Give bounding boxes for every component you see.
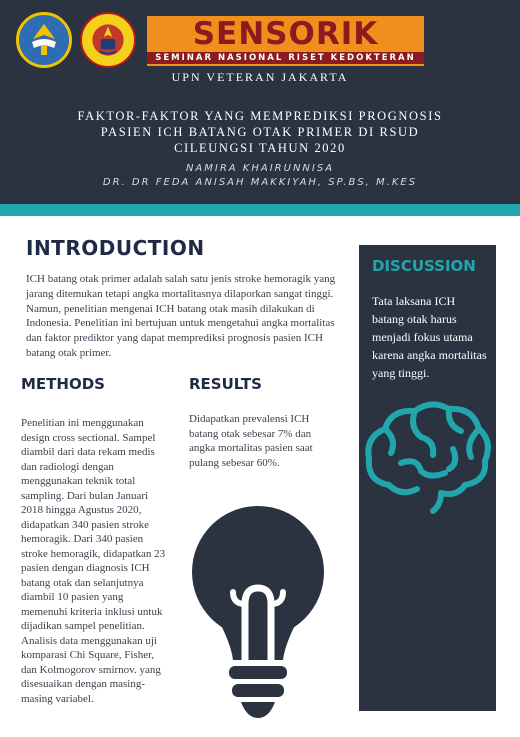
results-heading: RESULTS — [189, 375, 262, 393]
event-name: SENSORIK — [192, 16, 379, 52]
poster-title-line: CILEUNGSI TAHUN 2020 — [174, 141, 346, 155]
discussion-text: Tata laksana ICH batang otak harus menjadi fokus utama karena angka mortalitas yang tinggi. — [372, 294, 487, 380]
discussion-panel — [359, 245, 496, 711]
tut-wuri-handayani-logo — [16, 12, 72, 68]
poster-title — [40, 108, 480, 156]
header-divider — [0, 204, 520, 216]
brain-icon — [361, 397, 494, 515]
poster-header — [0, 0, 520, 204]
author-name: NAMIRA KHAIRUNNISA — [185, 163, 335, 174]
event-banner — [147, 16, 424, 66]
university-name: UPN VETERAN JAKARTA — [171, 70, 349, 84]
methods-text: Penelitian ini menggunakan design cross sectional. Sampel diambil dari data rekam medis dan radiologi dengan menggunakan teknik total sampling. Dari bulan Januari 2018 hingga Agustus 2020, didapatkan 340 pasien stroke hemoragik. Dari 340 pasien stroke hemoragik, didapatkan 23 pasien dengan diagnosis ICH batang otak dan selanjutnya diambil 10 pasien yang memenuhi kriteria inklusi untuk dijadikan sampel penelitian. Analisis data menggunakan uji komparasi Chi Square, Fisher, dan Kolmogorov smirnov. yang disesuaikan dengan masing-masing variabel. — [21, 417, 166, 705]
author-list — [0, 162, 520, 190]
results-text: Didapatkan prevalensi ICH batang otak sebesar 7% dan angka mortalitas pasien saat pulang sebesar 60%. — [189, 413, 313, 469]
methods-heading: METHODS — [21, 375, 105, 393]
author-name: DR. DR FEDA ANISAH MAKKIYAH, SP.BS, M.KES — [102, 177, 418, 188]
upn-veteran-jakarta-logo — [80, 12, 136, 68]
poster-title-line: PASIEN ICH BATANG OTAK PRIMER DI RSUD — [100, 125, 420, 139]
poster-title-line: FAKTOR-FAKTOR YANG MEMPREDIKSI PROGNOSIS — [77, 109, 443, 123]
lightbulb-icon — [183, 492, 333, 722]
event-subtitle: SEMINAR NASIONAL RISET KEDOKTERAN — [147, 52, 424, 64]
introduction-text: ICH batang otak primer adalah salah satu jenis stroke hemoragik yang jarang ditemukan tetapi angka mortalitasnya dilaporkan sangat tinggi. Namun, penelitian mengenai ICH batang otak masih dilakukan di Indonesia. Penelitian ini bertujuan untuk mengetahui angka mortalitas dan faktor prediktor yang dapat memprediksi prognosis pasien ICH batang otak primer. — [26, 273, 336, 359]
introduction-heading: INTRODUCTION — [26, 236, 205, 260]
discussion-heading: DISCUSSION — [372, 257, 476, 275]
